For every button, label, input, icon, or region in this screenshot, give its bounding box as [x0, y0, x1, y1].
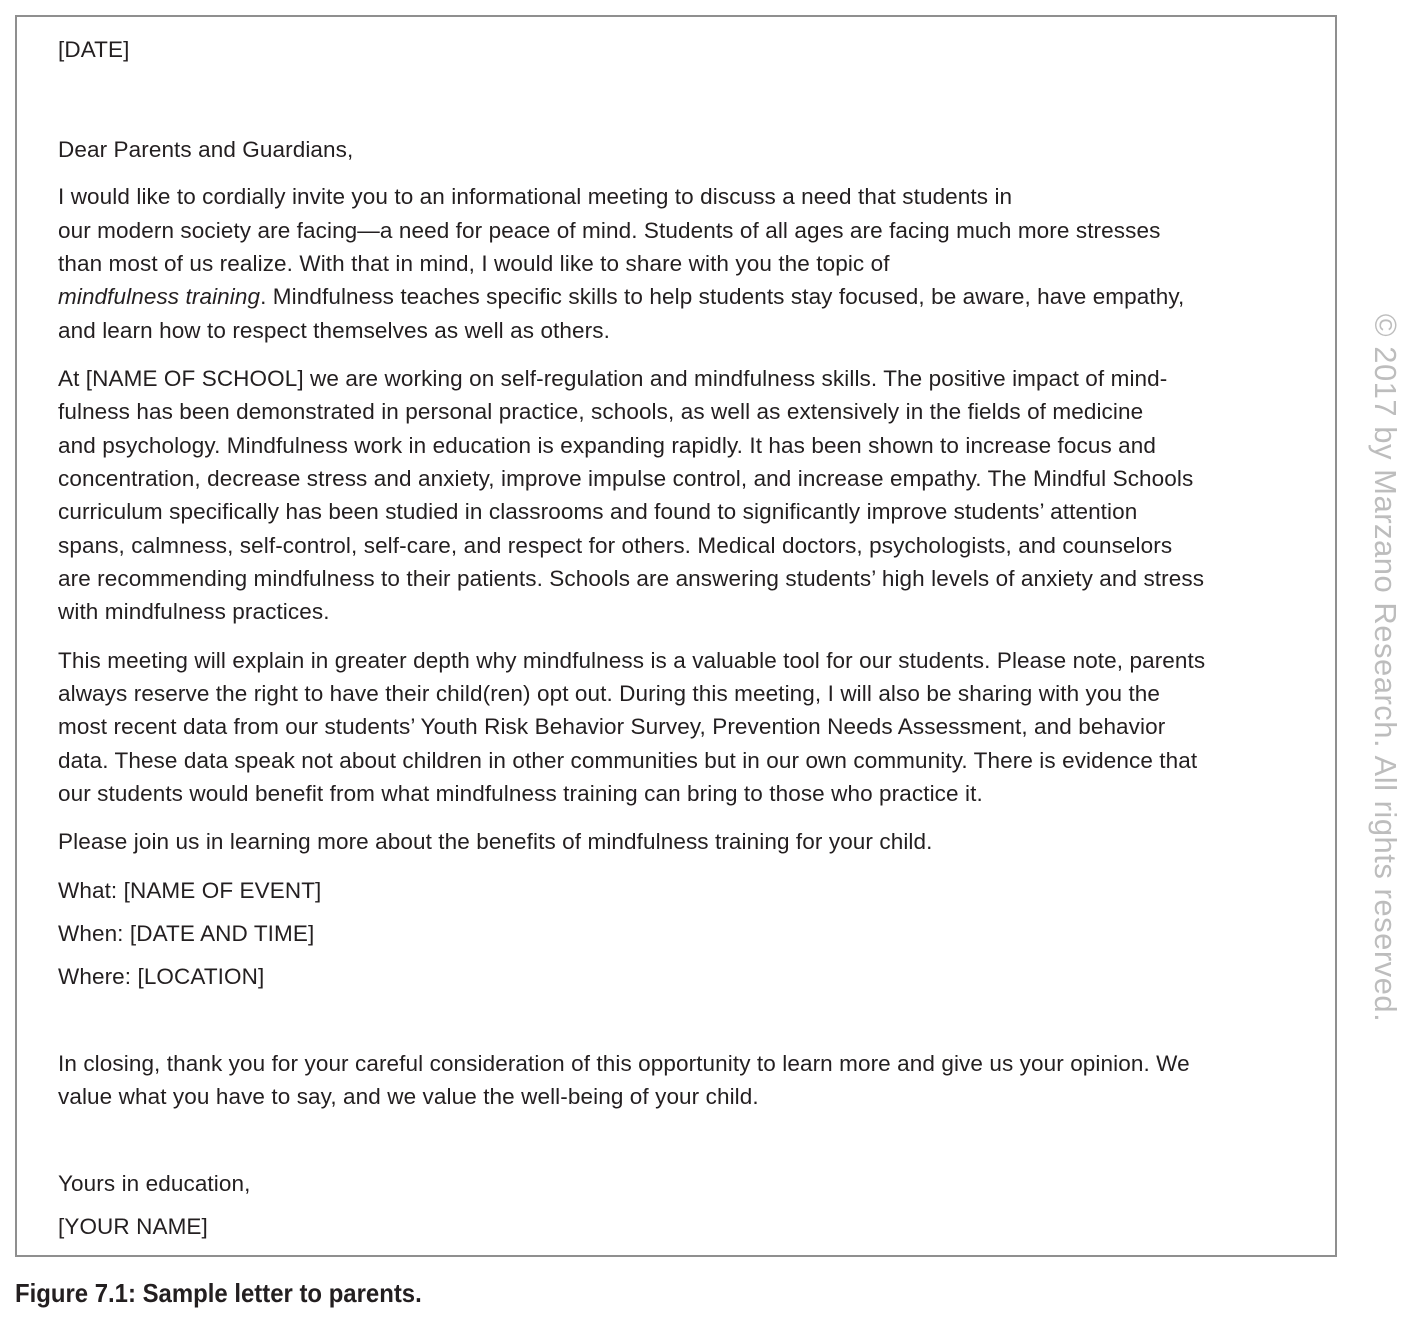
paragraph-2-line: with mindfulness practices.: [58, 599, 330, 624]
letter-date: [DATE]: [58, 37, 130, 62]
paragraph-3-line: This meeting will explain in greater depth why mindfulness is a valuable tool for our students. Please note, parents: [58, 648, 1206, 673]
paragraph-1-line: and learn how to respect themselves as well as others.: [58, 318, 610, 343]
paragraph-2-line: At [NAME OF SCHOOL] we are working on self-regulation and mindfulness skills. The positive impact of mind-: [58, 366, 1168, 391]
paragraph-2-line: and psychology. Mindfulness work in education is expanding rapidly. It has been shown to increase focus and: [58, 433, 1157, 458]
paragraph-5-line: value what you have to say, and we value the well-being of your child.: [58, 1084, 759, 1109]
paragraph-1-line: [58, 283, 1184, 311]
figure-caption: Figure 7.1: Sample letter to parents.: [15, 1278, 422, 1308]
letter-signature: [YOUR NAME]: [58, 1214, 208, 1239]
letter-closing: Yours in education,: [58, 1171, 251, 1196]
paragraph-2-line: fulness has been demonstrated in personal practice, schools, as well as extensively in the fields of medicine: [58, 399, 1144, 424]
letter-salutation: Dear Parents and Guardians,: [58, 137, 354, 162]
paragraph-1-line: I would like to cordially invite you to an informational meeting to discuss a need that students in: [58, 184, 1013, 209]
paragraph-4: Please join us in learning more about the benefits of mindfulness training for your child.: [58, 829, 933, 854]
event-when: When: [DATE AND TIME]: [58, 921, 315, 946]
letter-box: [15, 15, 1337, 1257]
paragraph-5-line: In closing, thank you for your careful consideration of this opportunity to learn more and give us your opinion. We: [58, 1051, 1190, 1076]
paragraph-2-line: are recommending mindfulness to their patients. Schools are answering students’ high levels of anxiety and stress: [58, 566, 1205, 591]
paragraph-3-line: most recent data from our students’ Youth Risk Behavior Survey, Prevention Needs Assessment, and behavior: [58, 714, 1166, 739]
paragraph-2-line: concentration, decrease stress and anxiety, improve impulse control, and increase empathy. The Mindful Schools: [58, 466, 1194, 491]
paragraph-1-text: . Mindfulness teaches specific skills to help students stay focused, be aware, have empathy,: [260, 284, 1185, 309]
event-what: What: [NAME OF EVENT]: [58, 878, 322, 903]
mindfulness-training-emphasis: mindfulness training: [58, 284, 261, 309]
paragraph-3-line: data. These data speak not about children in other communities but in our own community. There is evidence that: [58, 748, 1198, 773]
event-where: Where: [LOCATION]: [58, 964, 265, 989]
paragraph-1-line: than most of us realize. With that in mind, I would like to share with you the topic of: [58, 251, 890, 276]
paragraph-2-line: spans, calmness, self-control, self-care, and respect for others. Medical doctors, psychologists, and counselors: [58, 533, 1173, 558]
copyright-watermark: © 2017 by Marzano Research. All rights reserved.: [1368, 313, 1403, 1023]
paragraph-3-line: always reserve the right to have their child(ren) opt out. During this meeting, I will also be sharing with you the: [58, 681, 1161, 706]
paragraph-2-line: curriculum specifically has been studied in classrooms and found to significantly improve students’ attention: [58, 499, 1138, 524]
paragraph-3-line: our students would benefit from what mindfulness training can bring to those who practice it.: [58, 781, 983, 806]
paragraph-1-line: our modern society are facing—a need for peace of mind. Students of all ages are facing much more stresses: [58, 218, 1161, 243]
